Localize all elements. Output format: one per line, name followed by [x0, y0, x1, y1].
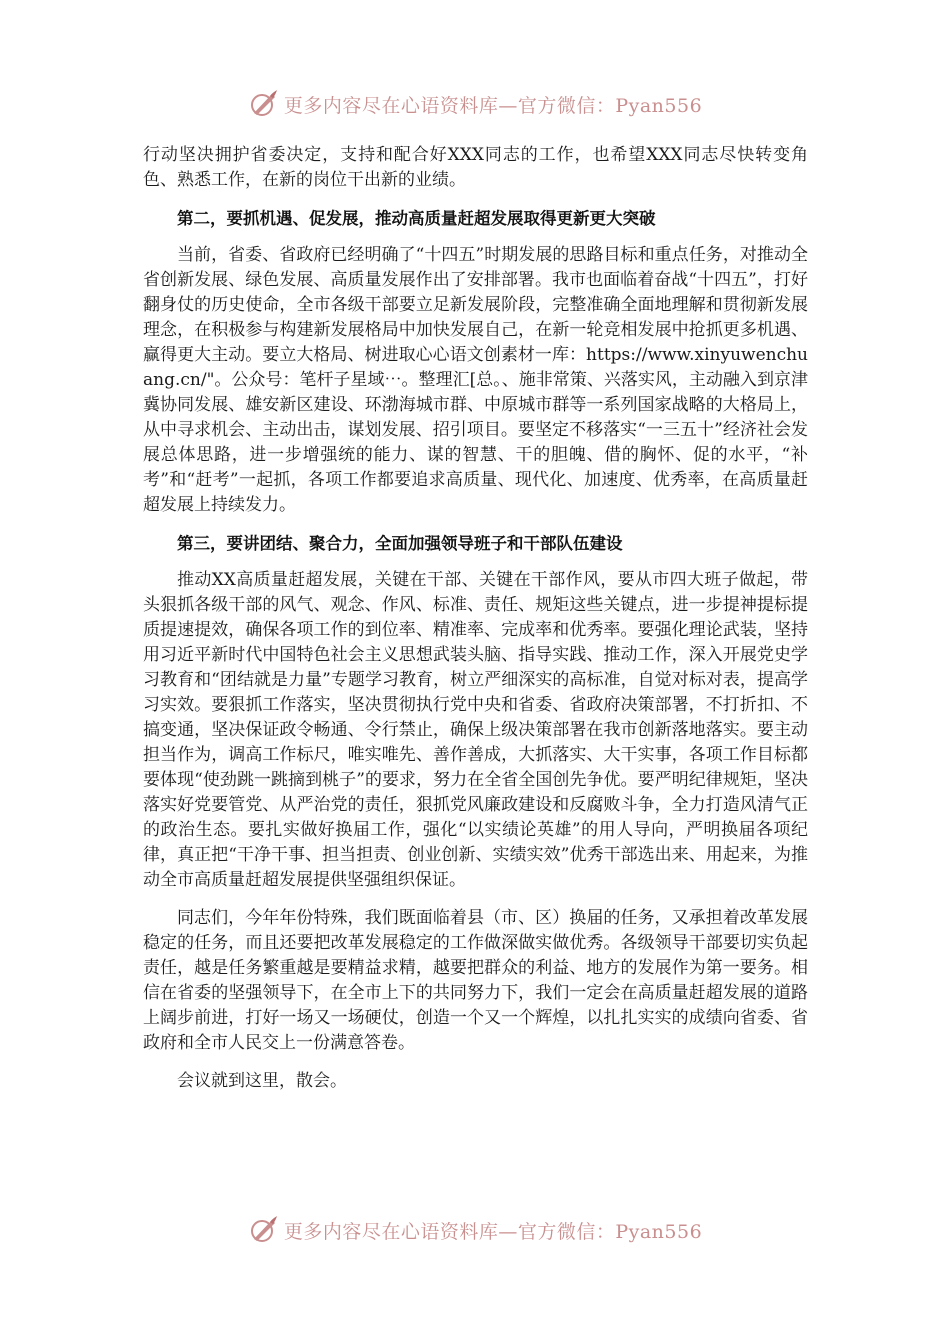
- paragraph-continuation: 行动坚决拥护省委决定，支持和配合好XXX同志的工作，也希望XXX同志尽快转变角色、熟悉工作，在新的岗位干出新的业绩。: [143, 145, 808, 190]
- document-body: [143, 143, 808, 1107]
- section-heading-second: 第二，要抓机遇、促发展，推动高质量赶超发展取得更新更大突破: [177, 209, 656, 228]
- banner-text: 更多内容尽在心语资料库—官方微信：Pyan556: [283, 94, 703, 117]
- paragraph: 推动XX高质量赶超发展，关键在干部、关键在干部作风，要从市四大班子做起，带头狠抓各级干部的风气、观念、作风、标准、责任、规矩这些关键点，进一步提神提标提质提速提效，确保各项工作的到位率、精准率、完成率和优秀率。要强化理论武装，坚持用习近平新时代中国特色社会主义思想武装头脑、指导实践、推动工作，深入开展党史学习教育和“团结就是力量”专题学习教育，树立严细深实的高标准，自觉对标对表，提高学习实效。要狠抓工作落实，坚决贯彻执行党中央和省委、省政府决策部署，不打折扣、不搞变通，坚决保证政令畅通、令行禁止，确保上级决策部署在我市创新落地落实。要主动担当作为，调高工作标尺，唯实唯先、善作善成，大抓落实、大干实事，各项工作目标都要体现“使劲跳一跳摘到桃子”的要求，努力在全省全国创先争优。要严明纪律规矩，坚决落实好党要管党、从严治党的责任，狠抓党风廉政建设和反腐败斗争，全力打造风清气正的政治生态。要扎实做好换届工作，强化“以实绩论英雄”的用人导向，严明换届各项纪律，真正把“干净干事、担当担责、创业创新、实绩实效”优秀干部选出来、用起来，为推动全市高质量赶超发展提供坚强组织保证。: [143, 570, 808, 890]
- quill-logo-icon: [248, 89, 278, 119]
- section-heading-third: 第三，要讲团结、聚合力，全面加强领导班子和干部队伍建设: [177, 534, 623, 553]
- paragraph: 同志们，今年年份特殊，我们既面临着县（市、区）换届的任务，又承担着改革发展稳定的任务，而且还要把改革发展稳定的工作做深做实做优秀。各级领导干部要切实负起责任，越是任务繁重越是要精益求精，越要把群众的利益、地方的发展作为第一要务。相信在省委的坚强领导下，在全市上下的共同努力下，我们一定会在高质量赶超发展的道路上阔步前进，打好一场又一场硬仗，创造一个又一个辉煌，以扎扎实实的成绩向省委、省政府和全市人民交上一份满意答卷。: [143, 908, 808, 1053]
- paragraph: 当前，省委、省政府已经明确了“十四五”时期发展的思路目标和重点任务，对推动全省创新发展、绿色发展、高质量发展作出了安排部署。我市也面临着奋战“十四五”，打好翻身仗的历史使命，全市各级干部要立足新发展阶段，完整准确全面地理解和贯彻新发展理念，在积极参与构建新发展格局中加快发展自己，在新一轮竞相发展中抢抓更多机遇、赢得更大主动。要立大格局、树进取心心语文创素材一库：https://www.xinyuwenchuang.cn/"。公众号：笔杆子星域⋯。整理汇[总。、施非常策、兴落实风，主动融入到京津冀协同发展、雄安新区建设、环渤海城市群、中原城市群等一系列国家战略的大格局上，从中寻求机会、主动出击，谋划发展、招引项目。要坚定不移落实“一三五十”经济社会发展总体思路，进一步增强统的能力、谋的智慧、干的胆魄、借的胸怀、促的水平，“补考”和“赶考”一起抓，各项工作都要追求高质量、现代化、加速度、优秀率，在高质量赶超发展上持续发力。: [143, 245, 808, 515]
- banner-text: 更多内容尽在心语资料库—官方微信：Pyan556: [283, 1220, 703, 1243]
- paragraph-closing: 会议就到这里，散会。: [177, 1071, 347, 1091]
- quill-logo-icon: [248, 1215, 278, 1245]
- footer-banner: [0, 1210, 950, 1250]
- header-banner: [0, 84, 950, 124]
